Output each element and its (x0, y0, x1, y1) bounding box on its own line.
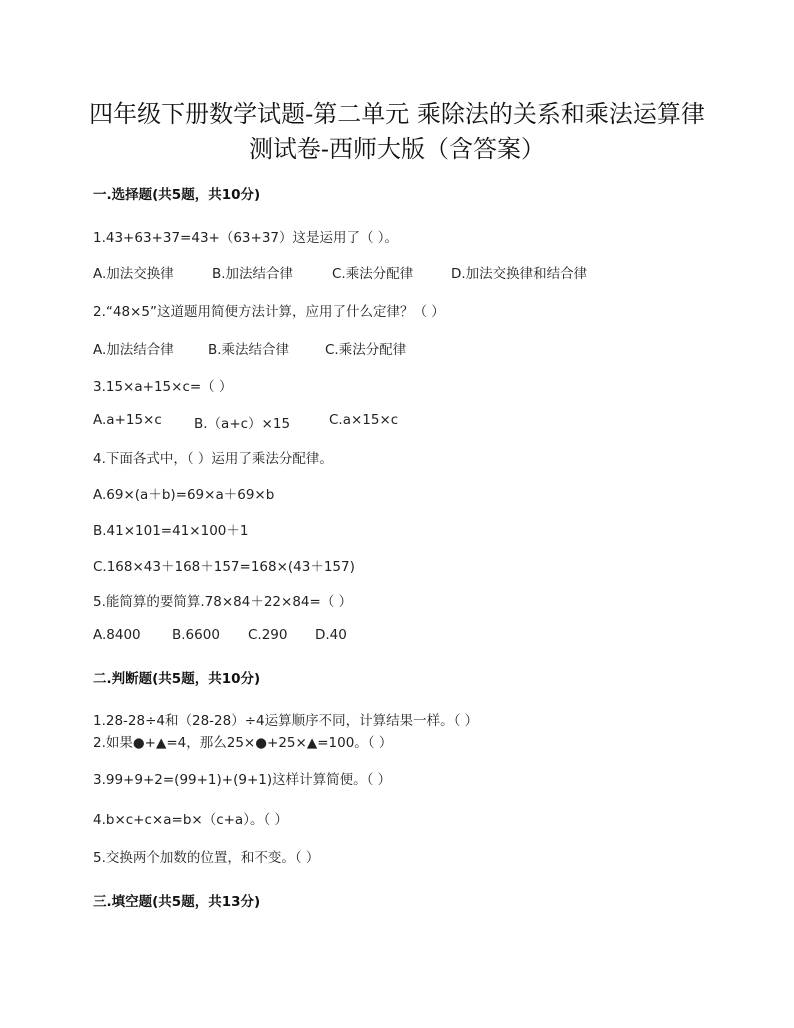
question-2-options (93, 338, 713, 358)
section-fill-heading: 三.填空题(共5题，共13分) (93, 894, 261, 910)
option-b: B.乘法结合律 (208, 342, 290, 358)
question-4: 4.下面各式中，（ ）运用了乘法分配律。 (93, 451, 333, 467)
option-c: C.乘法分配律 (325, 342, 407, 358)
option-c: C.a×15×c (329, 412, 399, 428)
question-5: 5.能简算的要简算.78×84＋22×84=（ ） (93, 594, 353, 610)
judge-item-2: 2.如果●+▲=4，那么25×●+25×▲=100。（ ） (93, 735, 393, 751)
question-1: 1.43+63+37=43+（63+37）这是运用了（ ）。 (93, 230, 399, 246)
option-d: D.40 (315, 627, 347, 643)
question-4-option-a: A.69×(a＋b)=69×a＋69×b (93, 487, 275, 503)
section-judge-heading: 二.判断题(共5题，共10分) (93, 671, 261, 687)
option-b: B.加法结合律 (212, 266, 294, 282)
question-2: 2.“48×5”这道题用简便方法计算，应用了什么定律？（ ） (93, 304, 445, 320)
question-3: 3.15×a+15×c=（ ） (93, 379, 233, 395)
doc-title-line1: 四年级下册数学试题-第二单元 乘除法的关系和乘法运算律 (89, 100, 705, 128)
question-4-option-c: C.168×43＋168＋157=168×(43＋157) (93, 559, 355, 575)
option-c: C.乘法分配律 (332, 266, 414, 282)
option-c: C.290 (248, 627, 288, 643)
question-4-option-b: B.41×101=41×100＋1 (93, 523, 249, 539)
judge-item-5: 5.交换两个加数的位置，和不变。（ ） (93, 850, 320, 866)
option-a: A.加法结合律 (93, 342, 174, 358)
option-a: A.a+15×c (93, 412, 162, 428)
option-b: B.（a+c）×15 (194, 416, 291, 432)
question-3-options (93, 412, 713, 432)
judge-item-3: 3.99+9+2=(99+1)+(9+1)这样计算简便。（ ） (93, 772, 392, 788)
question-5-options (93, 627, 713, 647)
option-d: D.加法交换律和结合律 (451, 266, 588, 282)
option-a: A.8400 (93, 627, 141, 643)
section-choice-heading: 一.选择题(共5题，共10分) (93, 187, 261, 203)
judge-item-4: 4.b×c+c×a=b×（c+a）。（ ） (93, 812, 288, 828)
option-a: A.加法交换律 (93, 266, 174, 282)
judge-item-1: 1.28-28÷4和（28-28）÷4运算顺序不同，计算结果一样。（ ） (93, 713, 479, 729)
option-b: B.6600 (172, 627, 220, 643)
question-1-options (93, 262, 713, 282)
doc-title-line2: 测试卷-西师大版（含答案） (248, 135, 546, 163)
